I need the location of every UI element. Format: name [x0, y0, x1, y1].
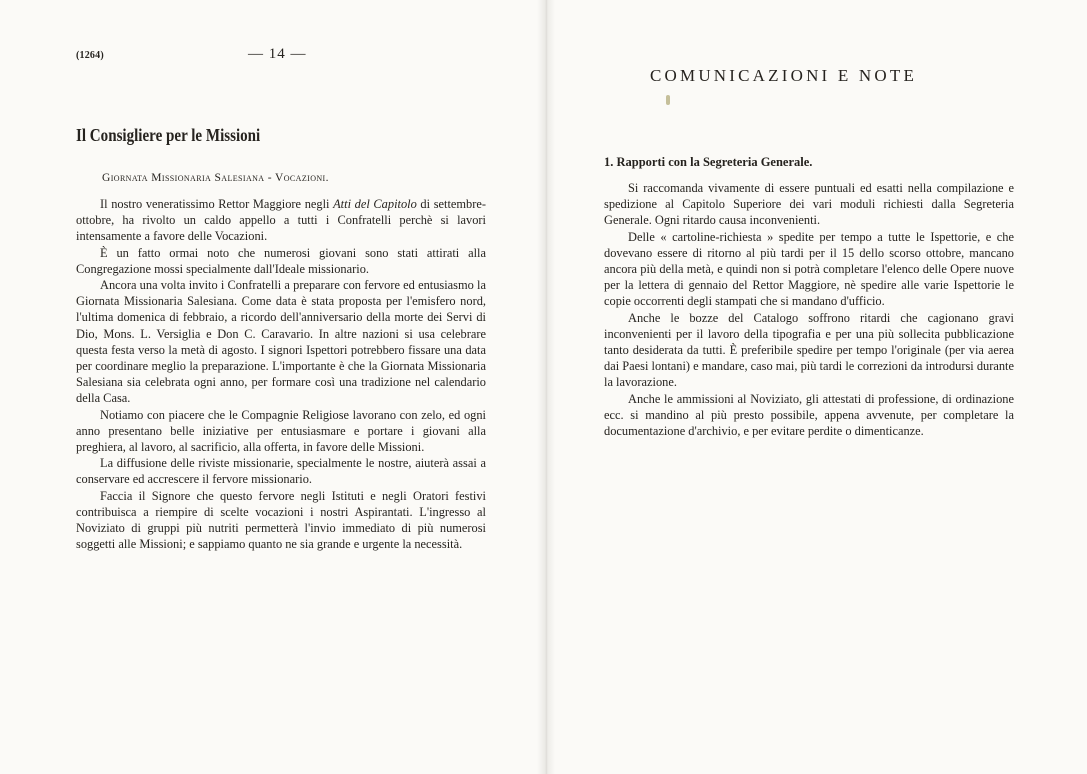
paragraph: Faccia il Signore che questo fervore negli Istituti e negli Oratori festivi contribuisca a riempire di scelte vocazioni i nostri Aspirantati. L'ingresso al Noviziato di gruppi più nutriti permetterà l'invio immediato di più numerosi soggetti alle Missioni; e sappiamo quanto ne sia grande e urgente la necessità. [76, 488, 486, 552]
page-header-code: (1264) [76, 50, 104, 61]
page-number: — 14 — [248, 46, 307, 62]
italic-reference: Atti del Capitolo [333, 197, 417, 211]
paragraph: È un fatto ormai noto che numerosi giovani sono stati attirati alla Congregazione mossi specialmente dall'Ideale missionario. [76, 245, 486, 276]
paragraph: La diffusione delle riviste missionarie, specialmente le nostre, aiuterà assai a conservare ed accrescere il fervore missionario. [76, 456, 486, 487]
paragraph [76, 196, 486, 245]
paragraph: Delle « cartoline-richiesta » spedite per tempo a tutte le Ispettorie, e che dovevano essere di ritorno al più tardi per il 15 dello scorso ottobre, mancano ancora più della metà, e quindi non si potrà completare l'elenco delle Opere nuove per la lettera di gennaio del Rettor Maggiore, nè spedire alle varie Ispettorie le copie occorrenti degli stampati che si mandano d'ufficio. [604, 229, 1014, 309]
paragraph: Notiamo con piacere che le Compagnie Religiose lavorano con zelo, ed ogni anno presentano belle iniziative per entusiasmare e portare i giovani alla preghiera, al lavoro, al sacrificio, alla offerta, in favore delle Missioni. [76, 407, 486, 455]
paragraph: Ancora una volta invito i Confratelli a preparare con fervore ed entusiasmo la Giornata Missionaria Salesiana. Come data è stata proposta per l'emisfero nord, l'ultima domenica di febbraio, a ricordo dell'anniversario della morte dei Servi di Dio, Mons. L. Versiglia e Don C. Caravario. In altre nazioni si usa celebrare questa festa verso la metà di agosto. I signori Ispettori potrebbero fissare una data per coordinare meglio la preparazione. L'importante è che la Giornata Missionaria Salesiana sia celebrata ogni anno, per formare così una tradizione nel calendario della Casa. [76, 278, 486, 406]
right-page [548, 0, 1087, 774]
right-body-text [604, 180, 1014, 439]
paragraph: Si raccomanda vivamente di essere puntuali ed esatti nella compilazione e spedizione al Capitolo Superiore dei vari moduli richiesti dalla Segreteria Generale. Ogni ritardo causa inconvenienti. [604, 181, 1014, 228]
left-page [0, 0, 540, 774]
ink-smudge [666, 95, 670, 105]
paragraph-text: Il nostro veneratissimo Rettor Maggiore negli [100, 197, 334, 211]
section-title-secretariat: 1. Rapporti con la Segreteria Generale. [604, 155, 813, 169]
paragraph-text: di settembre-ottobre, ha rivolto un caldo appello a tutti i Confratelli perchè si lavori intensamente a favore delle Vocazioni. [76, 197, 486, 244]
paragraph: Anche le ammissioni al Noviziato, gli attestati di professione, di ordinazione ecc. si mandino al più presto possibile, appena avvenute, per completare la documentazione d'archivio, e per evitare perdite o dimenticanze. [604, 391, 1014, 439]
left-body-text [76, 196, 486, 552]
section-title-missions: Il Consigliere per le Missioni [76, 125, 261, 145]
paragraph: Anche le bozze del Catalogo soffrono ritardi che cagionano gravi inconvenienti per il lavoro della tipografia e per una più sollecita pubblicazione tanto desiderata da tutti. È preferibile spedire per tempo l'originale (per via aerea dai Paesi lontani) e mandare, caso mai, più tardi le correzioni da introdursi durante la lavorazione. [604, 310, 1014, 390]
page-title: COMUNICAZIONI E NOTE [650, 66, 918, 85]
section-subheading: Giornata Missionaria Salesiana - Vocazioni. [102, 172, 329, 184]
